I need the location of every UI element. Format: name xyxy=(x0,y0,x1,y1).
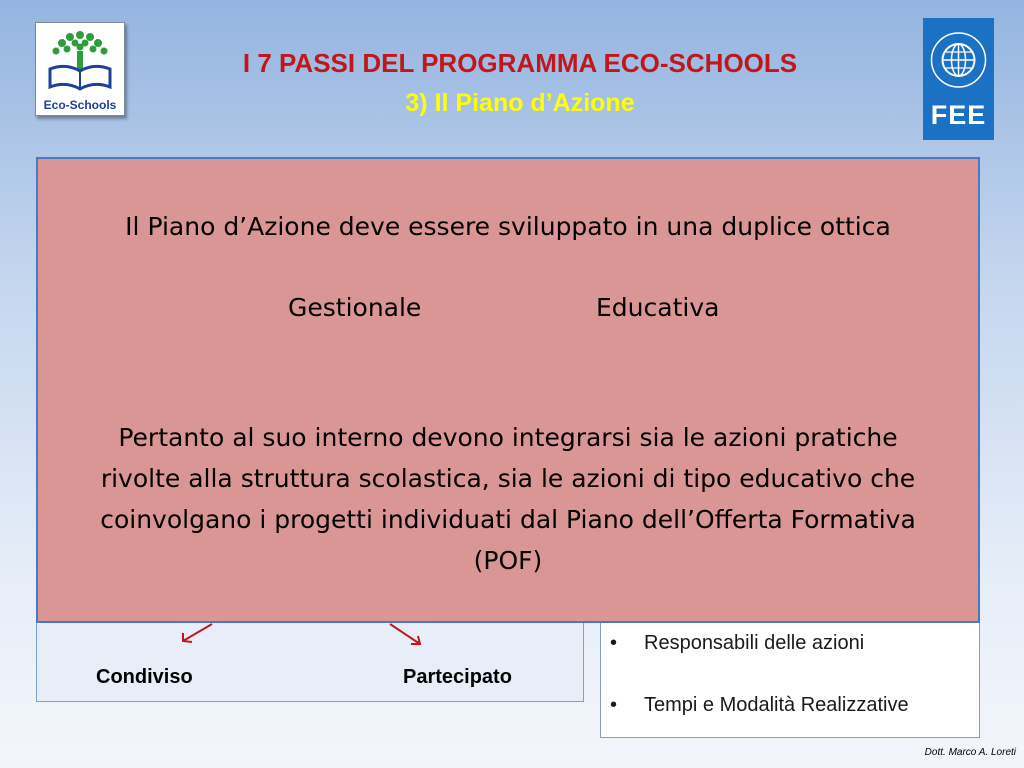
overlay-intro-line: Il Piano d’Azione deve essere sviluppato in una duplice ottica xyxy=(125,212,891,241)
overlay-paragraph xyxy=(38,417,978,581)
paragraph-line: Pertanto al suo interno devono integrarsi sia le azioni pratiche xyxy=(118,423,898,452)
slide-subtitle: 3) Il Piano d’Azione xyxy=(405,89,635,117)
eco-schools-logo xyxy=(35,22,125,116)
tree-book-icon xyxy=(36,23,124,93)
bullet-item xyxy=(610,632,864,655)
label-condiviso: Condiviso xyxy=(96,666,193,688)
paragraph-line: coinvolgano i progetti individuati dal Piano dell’Offerta Formativa xyxy=(100,505,916,534)
paragraph-line: rivolte alla struttura scolastica, sia le azioni di tipo educativo che xyxy=(100,464,916,493)
paragraph-line: (POF) xyxy=(473,546,543,575)
fee-logo xyxy=(923,18,994,140)
bullet-text: Responsabili delle azioni xyxy=(644,632,865,654)
overlay-callout xyxy=(36,157,980,623)
option-gestionale: Gestionale xyxy=(288,293,422,322)
option-educativa: Educativa xyxy=(596,293,720,322)
globe-icon xyxy=(923,18,994,98)
bullet-dot-icon: • xyxy=(610,694,618,716)
eco-schools-logo-text: Eco-Schools xyxy=(43,98,117,112)
slide-title: I 7 PASSI DEL PROGRAMMA ECO-SCHOOLS xyxy=(242,48,798,78)
arrow-down-left-icon xyxy=(183,624,212,642)
author-credit: Dott. Marco A. Loreti xyxy=(924,747,1016,758)
bullet-text: Tempi e Modalità Realizzative xyxy=(644,694,909,716)
bullet-dot-icon: • xyxy=(610,632,618,654)
arrow-down-right-icon xyxy=(390,624,420,644)
bullet-item xyxy=(610,694,909,717)
label-partecipato: Partecipato xyxy=(403,666,512,688)
fee-logo-text: FEE xyxy=(930,100,987,130)
